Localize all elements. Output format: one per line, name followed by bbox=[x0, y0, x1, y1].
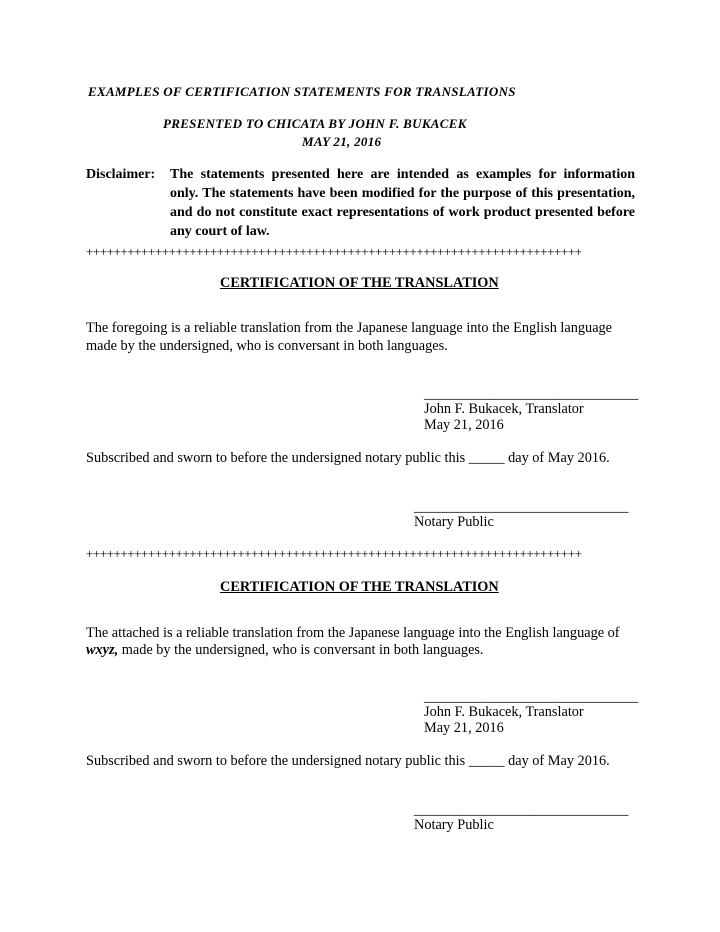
certification-statement-line: The foregoing is a reliable translation from the Japanese language into the English language bbox=[86, 320, 613, 336]
separator-plus-line: ++++++++++++++++++++++++++++++++++++++++++++++++++++++++++++++++++++++++ bbox=[86, 244, 582, 259]
sworn-statement: Subscribed and sworn to before the undersigned notary public this _____ day of May 2016. bbox=[86, 753, 610, 769]
certification-statement-rest: made by the undersigned, who is conversant in both languages. bbox=[118, 642, 484, 658]
notary-label: Notary Public bbox=[414, 817, 494, 833]
document-name-emphasis: wxyz, bbox=[86, 642, 119, 658]
disclaimer-label: Disclaimer: bbox=[86, 167, 156, 182]
certification-statement-line bbox=[86, 642, 483, 659]
certification-heading: CERTIFICATION OF THE TRANSLATION bbox=[220, 579, 499, 595]
notary-signature-line: ______________________________ bbox=[414, 499, 629, 515]
certification-statement-line bbox=[86, 338, 448, 355]
notary-label: Notary Public bbox=[414, 514, 494, 530]
disclaimer-line: any court of law. bbox=[170, 224, 270, 239]
signature-date: May 21, 2016 bbox=[424, 417, 504, 433]
certification-heading: CERTIFICATION OF THE TRANSLATION bbox=[220, 275, 499, 291]
translator-name: John F. Bukacek, Translator bbox=[424, 401, 584, 417]
separator-plus-line: ++++++++++++++++++++++++++++++++++++++++++++++++++++++++++++++++++++++++ bbox=[86, 546, 582, 561]
translator-signature-line: ______________________________ bbox=[424, 689, 639, 705]
presentation-date: MAY 21, 2016 bbox=[302, 134, 382, 149]
disclaimer-line: The statements presented here are intended as examples for information bbox=[170, 167, 635, 182]
disclaimer-line: only. The statements have been modified for the purpose of this presentation, bbox=[170, 186, 635, 201]
presenter-line: PRESENTED TO CHICATA BY JOHN F. BUKACEK bbox=[163, 116, 467, 131]
signature-date: May 21, 2016 bbox=[424, 720, 504, 736]
disclaimer-line: and do not constitute exact representations of work product presented before bbox=[170, 205, 635, 220]
document-title: EXAMPLES OF CERTIFICATION STATEMENTS FOR TRANSLATIONS bbox=[88, 84, 516, 99]
disclaimer-text bbox=[170, 165, 635, 241]
notary-signature-line: ______________________________ bbox=[414, 802, 629, 818]
sworn-statement: Subscribed and sworn to before the undersigned notary public this _____ day of May 2016. bbox=[86, 450, 610, 466]
translator-signature-line: ______________________________ bbox=[424, 386, 639, 402]
certification-statement-line: The attached is a reliable translation from the Japanese language into the English language of bbox=[86, 625, 620, 641]
certification-statement-rest: made by the undersigned, who is conversant in both languages. bbox=[86, 338, 448, 354]
translator-name: John F. Bukacek, Translator bbox=[424, 704, 584, 720]
